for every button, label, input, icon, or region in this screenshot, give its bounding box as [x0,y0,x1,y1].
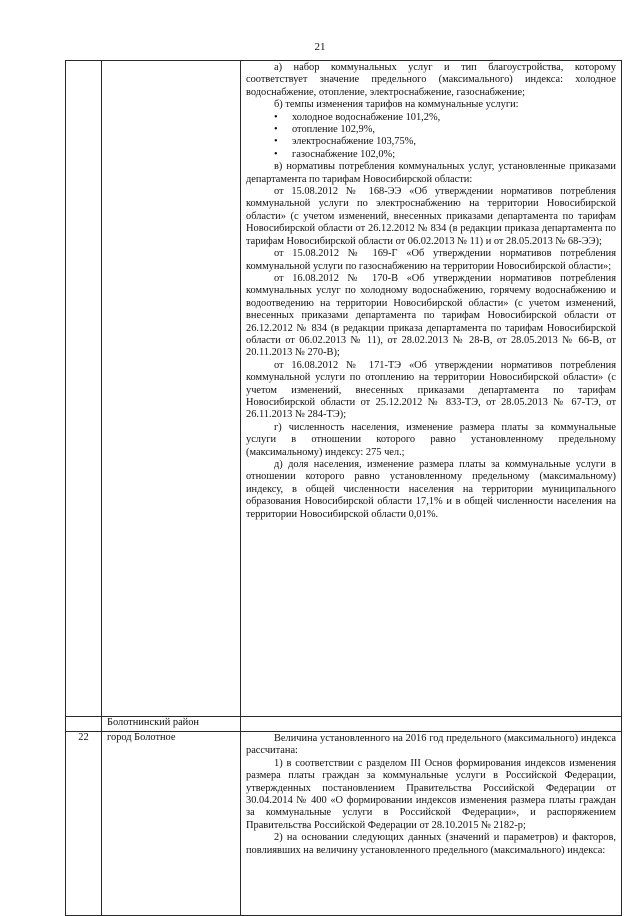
list-item: • электроснабжение 103,75%, [292,136,616,148]
description-text [246,61,616,521]
paragraph: в) нормативы потребления коммунальных услуг, установленные приказами департамента по тарифам Новосибирской области: [246,161,616,185]
municipality-cell: город Болотное [102,732,241,916]
description-cell [241,61,622,717]
row-number-cell [66,717,102,732]
row-number-cell: 22 [66,732,102,916]
paragraph: г) численность населения, изменение размера платы за коммунальные услуги в отношении которого равно установленному предельному (максимальному) индексу: 275 чел.; [246,421,616,458]
tariff-index-table [65,60,622,916]
list-item: • холодное водоснабжение 101,2%, [292,112,616,124]
paragraph: от 16.08.2012 № 170-В «Об утверждении нормативов потребления коммунальных услуг по холодному водоснабжению, горячему водоснабжению и водоотведению на территории Новосибирской области» (с учетом изменений, внесенных приказами департамента по тарифам Новосибирской области от 26.12.2012 № 834 (в редакции приказа департамента по тарифам Новосибирской области от 06.02.2013 № 11), от 28.02.2013 № 28-В, от 28.05.2013 № 66-В, от 20.11.2013 № 270-В); [246,272,616,359]
paragraph: от 15.08.2012 № 168-ЭЭ «Об утверждении нормативов потребления коммунальной услуги по электроснабжению на территории Новосибирской области» (с учетом изменений, внесенных приказами департамента по тарифам Новосибирской области от 26.12.2012 № 834 (в редакции приказа департамента по тарифам Новосибирской области от 06.02.2013 № 11) и от 28.05.2013 № 68-ЭЭ); [246,186,616,247]
paragraph: д) доля населения, изменение размера платы за коммунальные услуги в отношении которого равно установленному предельному (максимальному) индексу, в общей численности населения на территории муниципального образования Новосибирской области 17,1% и в общей численности населения на территории Новосибирской области 0,01%. [246,459,616,520]
table-row [66,61,622,717]
paragraph: а) набор коммунальных услуг и тип благоустройства, которому соответствует значение предельного (максимального) индекса: холодное водоснабжение, отопление, электроснабжение, газоснабжение; [246,62,616,98]
paragraph: 1) в соответствии с разделом III Основ формирования индексов изменения размера платы граждан за коммунальные услуги в Российской Федерации, утвержденных постановлением Правительства Российской Федерации от 30.04.2014 № 400 «О формировании индексов изменения размера платы граждан за коммунальные услуги в Российской Федерации», и распоряжением Правительства Российской Федерации от 28.10.2015 № 2182-р; [246,757,616,831]
municipality-cell [102,61,241,717]
paragraph: от 16.08.2012 № 171-ТЭ «Об утверждении нормативов потребления коммунальной услуги по отоплению на территории Новосибирской области» (с учетом изменений, внесенных приказами департамента по тарифам Новосибирской области от 25.12.2012 № 833-ТЭ, от 28.05.2013 № 67-ТЭ, от 26.11.2013 № 284-ТЭ); [246,359,616,421]
list-item: • отопление 102,9%, [292,124,616,136]
paragraph: от 15.08.2012 № 169-Г «Об утверждении нормативов потребления коммунальной услуги по газоснабжению на территории Новосибирской области»; [246,248,616,272]
description-text [246,717,616,718]
description-text [246,732,616,857]
page-number: 21 [314,41,326,53]
description-cell [241,732,622,916]
table-row [66,732,622,916]
list-item: • газоснабжение 102,0%; [292,149,616,161]
row-number-cell [66,61,102,717]
tariff-rates-list [246,112,616,162]
paragraph: Величина установленного на 2016 год предельного (максимального) индекса рассчитана: [246,733,616,757]
paragraph: 2) на основании следующих данных (значений и параметров) и факторов, повлиявших на величину установленного предельного (максимального) индекса: [246,832,616,856]
description-cell [241,717,622,732]
district-name-cell: Болотнинский район [102,717,241,732]
paragraph: б) темпы изменения тарифов на коммунальные услуги: [274,99,519,111]
table-row [66,717,622,732]
